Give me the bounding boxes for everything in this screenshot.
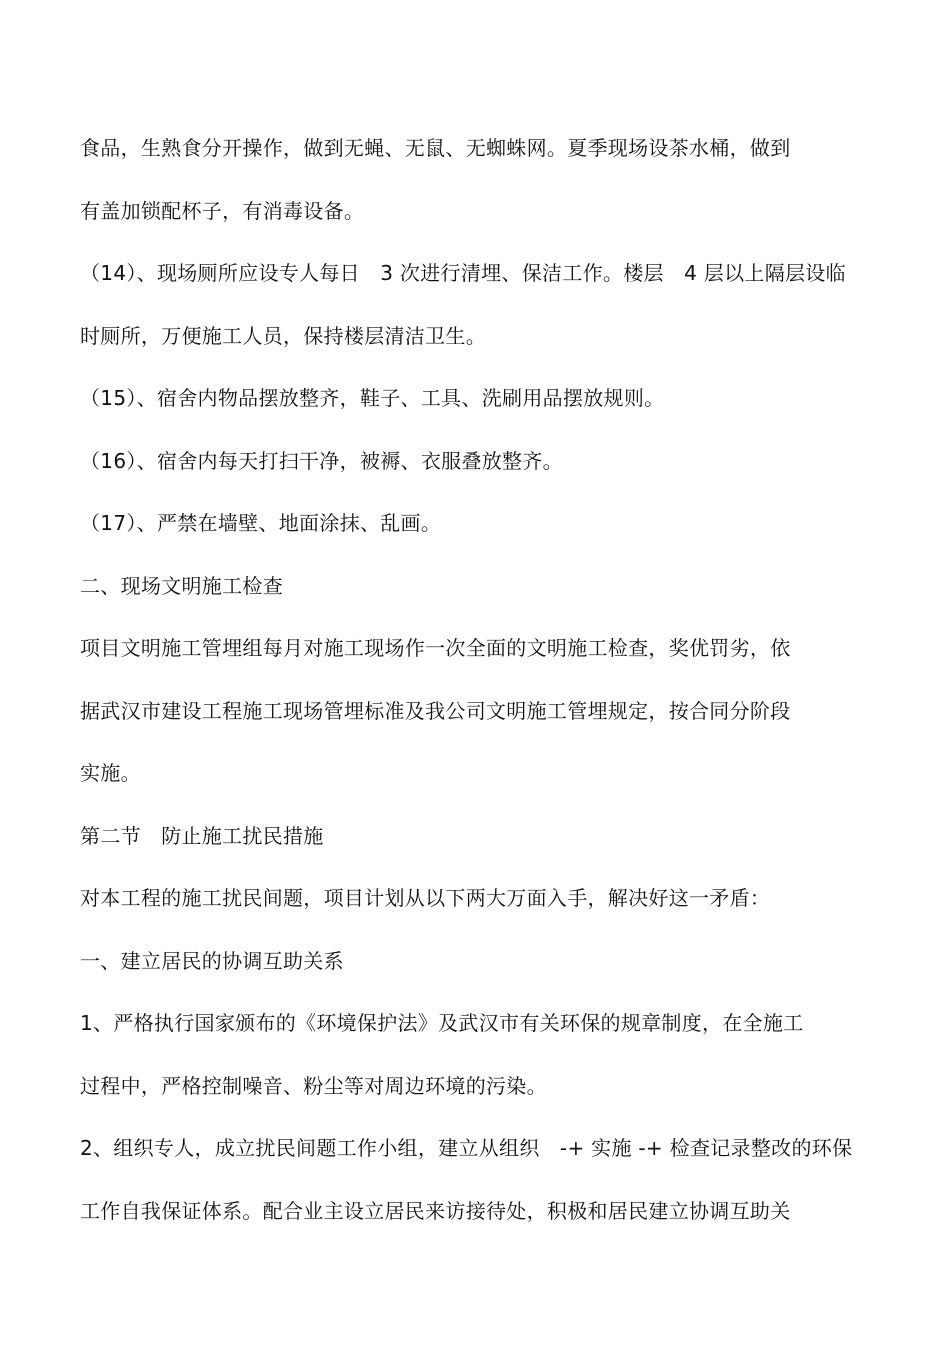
text-line: （15）、宿舍内物品摆放整齐，鞋子、工具、洗刷用品摆放规则。 <box>80 386 665 410</box>
text-line: （14）、现场厕所应设专人每日 3 次进行清埋、保洁工作。楼层 4 层以上隔层设临 <box>80 261 846 285</box>
text-line: 食品，生熟食分开操作，做到无蝇、无鼠、无蜘蛛网。夏季现场设茶水桶，做到 <box>80 136 791 160</box>
text-line: 时厕所，万便施工人员，保持楼层清洁卫生。 <box>80 324 486 348</box>
text-line: 有盖加锁配杯子，有消毒设备。 <box>80 199 365 223</box>
text-line: 对本工程的施工扰民间题，项目计划从以下两大万面入手，解决好这一矛盾： <box>80 886 771 910</box>
text-line: 工作自我保证体系。配合业主设立居民来访接待处，积极和居民建立协调互助关 <box>80 1199 791 1223</box>
text-line: 实施。 <box>80 761 141 785</box>
text-line: 据武汉市建设工程施工现场管埋标准及我公司文明施工管埋规定，按合同分阶段 <box>80 699 791 723</box>
text-line: 1、严格执行国家颁布的《环境保护法》及武汉市有关环保的规章制度，在全施工 <box>80 1011 804 1035</box>
section-heading: 一、建立居民的协调互助关系 <box>80 949 344 973</box>
text-line: 项目文明施工管埋组每月对施工现场作一次全面的文明施工检查，奖优罚劣，依 <box>80 636 791 660</box>
text-line: 过程中，严格控制噪音、粉尘等对周边环境的污染。 <box>80 1074 547 1098</box>
section-heading: 第二节 防止施工扰民措施 <box>80 824 324 848</box>
text-line: （16）、宿舍内每天打扫干净，被褥、衣服叠放整齐。 <box>80 449 563 473</box>
section-heading: 二、现场文明施工检查 <box>80 574 283 598</box>
text-line: 2、组织专人，成立扰民间题工作小组，建立从组织 -+ 实施 -+ 检查记录整改的环保 <box>80 1136 853 1160</box>
text-line: （17）、严禁在墙壁、地面涂抹、乱画。 <box>80 511 442 535</box>
